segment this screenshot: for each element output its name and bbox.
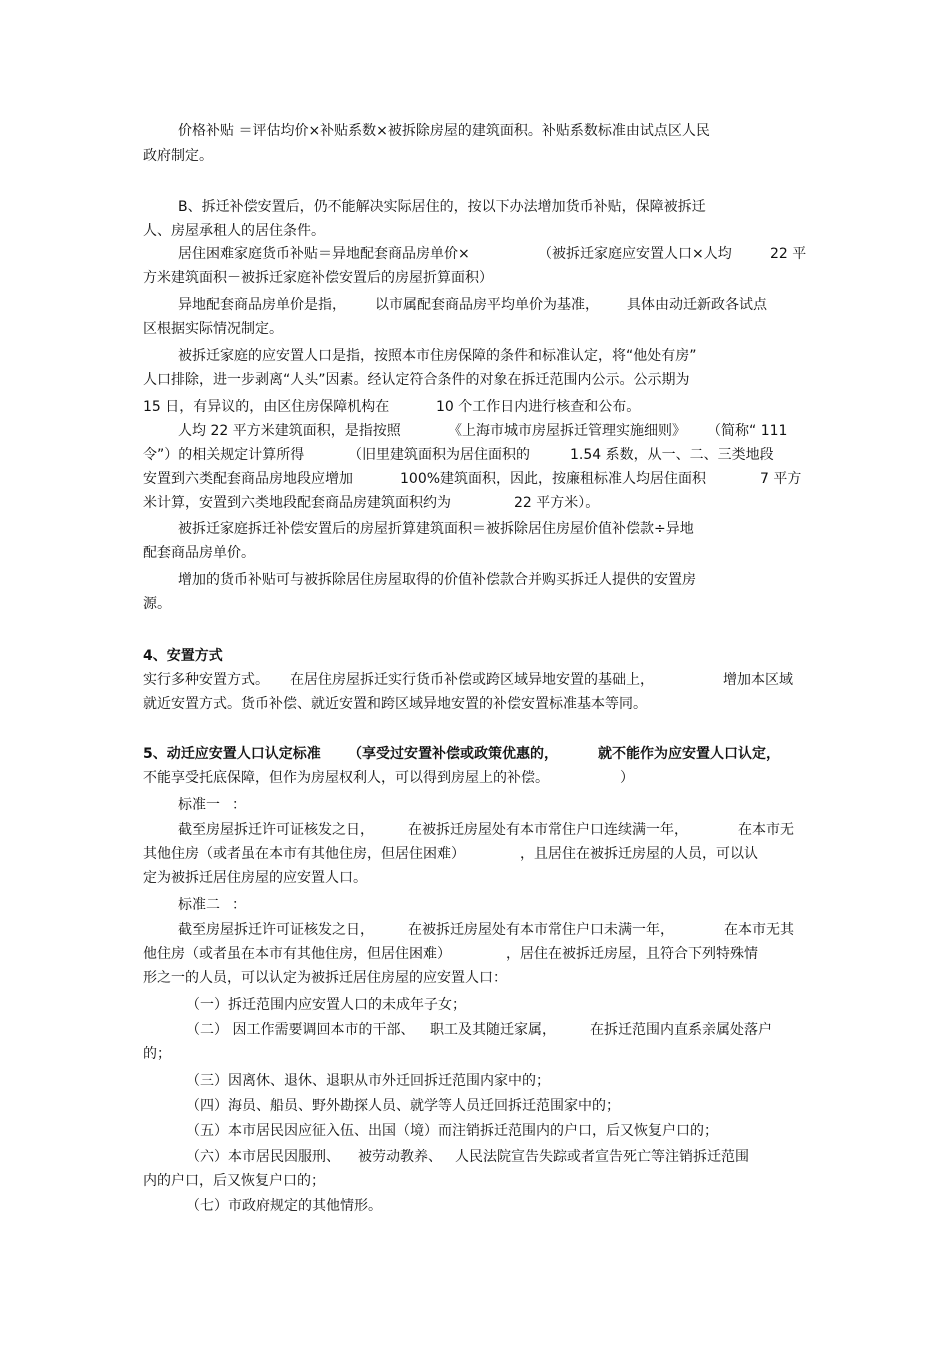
text-segment: 在拆迁范围内直系亲属处落户 bbox=[590, 1022, 772, 1038]
text-segment: 米计算，安置到六类地段配套商品房建筑面积约为 bbox=[143, 495, 451, 511]
text-segment: 配套商品房单价。 bbox=[143, 545, 255, 561]
text-segment: （七）市政府规定的其他情形。 bbox=[186, 1198, 382, 1214]
text-segment: 令”）的相关规定计算所得 bbox=[143, 447, 305, 463]
text-segment: （旧里建筑面积为居住面积的 bbox=[348, 447, 530, 463]
text-segment: 异地配套商品房单价是指， bbox=[178, 297, 346, 313]
text-segment: （被拆迁家庭应安置人口×人均 bbox=[538, 246, 732, 262]
text-segment: （一）拆迁范围内应安置人口的未成年子女； bbox=[186, 997, 466, 1013]
text-segment: 标准二 bbox=[178, 897, 220, 913]
text-segment: 的； bbox=[143, 1046, 171, 1062]
text-segment: 截至房屋拆迁许可证核发之日， bbox=[178, 822, 374, 838]
text-segment: 在被拆迁房屋处有本市常住户口连续满一年， bbox=[408, 822, 688, 838]
text-segment: 不能享受托底保障，但作为房屋权利人，可以得到房屋上的补偿。 bbox=[143, 770, 549, 786]
text-segment: 形之一的人员，可以认定为被拆迁居住房屋的应安置人口： bbox=[143, 970, 507, 986]
text-segment: 被拆迁家庭拆迁补偿安置后的房屋折算建筑面积＝被拆除居住房屋价值补偿款÷异地 bbox=[178, 521, 694, 537]
text-segment: ） bbox=[620, 770, 634, 786]
text-segment: 截至房屋拆迁许可证核发之日， bbox=[178, 922, 374, 938]
text-segment: 人、房屋承租人的居住条件。 bbox=[143, 223, 325, 239]
text-segment: 人均 22 平方米建筑面积，是指按照 bbox=[178, 423, 401, 439]
text-segment: 具体由动迁新政各试点 bbox=[627, 297, 767, 313]
text-segment: （简称“ 111 bbox=[707, 423, 788, 439]
text-segment: 增加的货币补贴可与被拆除居住房屋取得的价值补偿款合并购买拆迁人提供的安置房 bbox=[178, 572, 696, 588]
text-segment: 人民法院宣告失踪或者宣告死亡等注销拆迁范围 bbox=[455, 1149, 749, 1165]
text-segment: 价格补贴 ＝评估均价×补贴系数×被拆除房屋的建筑面积。补贴系数标准由试点区人民 bbox=[178, 123, 710, 139]
text-segment: 5、动迁应安置人口认定标准 bbox=[143, 746, 321, 762]
text-segment: 职工及其随迁家属， bbox=[430, 1022, 556, 1038]
text-segment: 定为被拆迁居住房屋的应安置人口。 bbox=[143, 870, 367, 886]
text-segment: 15 日，有异议的，由区住房保障机构在 bbox=[143, 399, 390, 415]
text-segment: （享受过安置补偿或政策优惠的， bbox=[348, 746, 558, 762]
text-segment: 1.54 系数，从一、二、三类地段 bbox=[570, 447, 774, 463]
text-segment: 在被拆迁房屋处有本市常住户口未满一年， bbox=[408, 922, 674, 938]
text-segment: 增加本区域 bbox=[723, 672, 793, 688]
text-segment: ： bbox=[232, 797, 246, 813]
text-segment: ，居住在被拆迁房屋，且符合下列特殊情 bbox=[506, 946, 758, 962]
text-segment: 10 个工作日内进行核查和公布。 bbox=[436, 399, 641, 415]
text-segment: 被拆迁家庭的应安置人口是指，按照本市住房保障的条件和标准认定，将“他处有房” bbox=[178, 348, 697, 364]
text-segment: 7 平方 bbox=[760, 471, 802, 487]
text-segment: ： bbox=[232, 897, 246, 913]
text-segment: ，且居住在被拆迁房屋的人员，可以认 bbox=[520, 846, 758, 862]
text-segment: 在居住房屋拆迁实行货币补偿或跨区域异地安置的基础上， bbox=[290, 672, 654, 688]
text-segment: 22 平 bbox=[770, 246, 807, 262]
text-segment: 《上海市城市房屋拆迁管理实施细则》 bbox=[448, 423, 686, 439]
text-segment: （六） bbox=[186, 1149, 228, 1165]
text-segment: 区根据实际情况制定。 bbox=[143, 321, 283, 337]
text-segment: 政府制定。 bbox=[143, 148, 213, 164]
text-segment: 22 平方米）。 bbox=[514, 495, 600, 511]
text-segment: 本市居民因服刑、 bbox=[228, 1149, 340, 1165]
text-segment: 内的户口，后又恢复户口的； bbox=[143, 1173, 325, 1189]
text-segment: 源。 bbox=[143, 596, 171, 612]
text-segment: 就近安置方式。货币补偿、就近安置和跨区域异地安置的补偿安置标准基本等同。 bbox=[143, 696, 647, 712]
text-segment: B、拆迁补偿安置后，仍不能解决实际居住的，按以下办法增加货币补贴，保障被拆迁 bbox=[178, 199, 706, 215]
text-segment: 4、安置方式 bbox=[143, 648, 223, 664]
text-segment: 标准一 bbox=[178, 797, 220, 813]
text-segment: 方米建筑面积－被拆迁家庭补偿安置后的房屋折算面积） bbox=[143, 270, 493, 286]
text-segment: 以市属配套商品房平均单价为基准， bbox=[375, 297, 599, 313]
text-segment: 安置到六类配套商品房地段应增加 bbox=[143, 471, 353, 487]
text-segment: 在本市无 bbox=[738, 822, 794, 838]
text-segment: 就不能作为应安置人口认定， bbox=[598, 746, 780, 762]
text-segment: 100%建筑面积，因此，按廉租标准人均居住面积 bbox=[400, 471, 707, 487]
text-segment: （四）海员、船员、野外勘探人员、就学等人员迁回拆迁范围家中的； bbox=[186, 1098, 620, 1114]
text-segment: 被劳动教养、 bbox=[358, 1149, 442, 1165]
text-segment: 在本市无其 bbox=[724, 922, 794, 938]
text-segment: （五）本市居民因应征入伍、出国（境）而注销拆迁范围内的户口，后又恢复户口的； bbox=[186, 1123, 718, 1139]
text-segment: 其他住房（或者虽在本市有其他住房，但居住困难） bbox=[143, 846, 465, 862]
text-segment: 人口排除，进一步剥离“人头”因素。经认定符合条件的对象在拆迁范围内公示。公示期为 bbox=[143, 372, 690, 388]
text-segment: 居住困难家庭货币补贴＝异地配套商品房单价× bbox=[178, 246, 470, 262]
text-segment: （二） 因工作需要调回本市的干部、 bbox=[186, 1022, 415, 1038]
text-segment: 实行多种安置方式。 bbox=[143, 672, 269, 688]
text-segment: 他住房（或者虽在本市有其他住房，但居住困难） bbox=[143, 946, 451, 962]
text-segment: （三）因离休、退休、退职从市外迁回拆迁范围内家中的； bbox=[186, 1073, 550, 1089]
